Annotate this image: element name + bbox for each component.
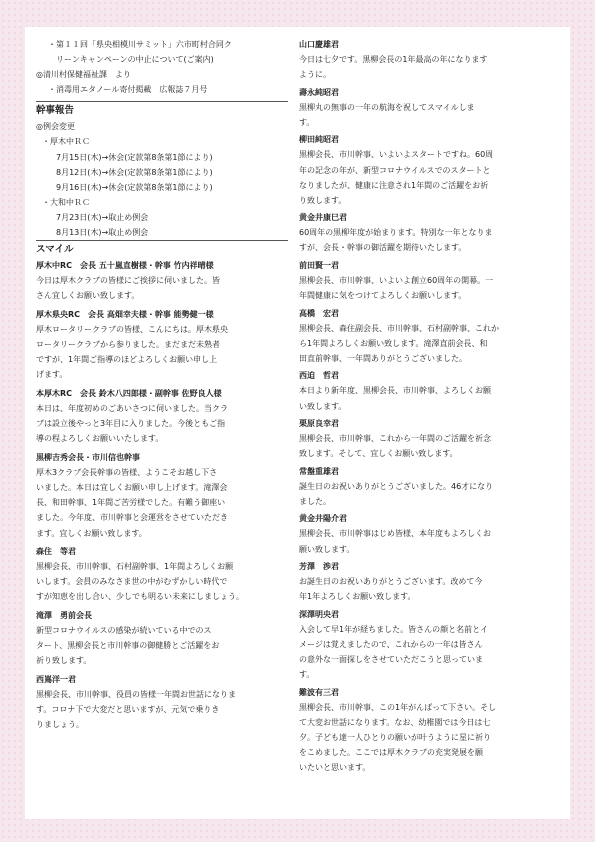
smile-entry-text: タート、黒柳会長と市川幹事の御健勝とご活躍をお bbox=[36, 641, 220, 651]
smile-entry bbox=[299, 368, 557, 413]
smile-entry bbox=[299, 210, 557, 255]
smile-entry-text: りましょう。 bbox=[36, 720, 84, 730]
smile-entry-text: 田直前幹事、一年間ありがとうございました。 bbox=[299, 353, 467, 363]
schedule-item: 8月13日(木)→取止め例会 bbox=[56, 228, 149, 238]
notice-line: リーンキャンペーンの中止について(ご案内) bbox=[56, 55, 214, 65]
smile-entry bbox=[36, 672, 288, 732]
smile-entry-text: 厚木ロータリークラブの皆様、こんにちは。厚木県央 bbox=[36, 325, 228, 335]
schedule-item: 7月23日(木)→取止め例会 bbox=[56, 212, 149, 222]
smile-entry-name: 森住 等君 bbox=[36, 547, 76, 557]
smile-entry bbox=[299, 132, 557, 207]
smile-entry bbox=[299, 258, 557, 303]
smile-entry-text: 黒柳会長、市川幹事、これから一年間のご活躍を祈念 bbox=[299, 434, 491, 444]
kanji-report-block bbox=[36, 119, 288, 240]
smile-entry bbox=[36, 608, 288, 668]
smile-entry-text: 年間健康に気をつけてよろしくお願いします。 bbox=[299, 291, 467, 301]
notice-block bbox=[36, 37, 288, 97]
smile-entry-text: 年の記念の年が、新型コロナウイルスでのスタートと bbox=[299, 165, 491, 175]
smile-entry-name: 厚木県央RC 会長 高畑幸夫様・幹事 能勢健一様 bbox=[36, 310, 214, 319]
smile-entry bbox=[299, 416, 557, 461]
smile-entry-text: 黒柳会長、市川幹事、いよいよスタートですね。60周 bbox=[299, 150, 494, 160]
smile-entry-text: ように。 bbox=[299, 70, 331, 80]
smile-list-left bbox=[36, 258, 288, 732]
smile-entry bbox=[299, 85, 557, 130]
smile-entry-text: いします。会員のみなさま世の中がむずかしい時代で bbox=[36, 577, 228, 587]
smile-entry bbox=[299, 464, 557, 509]
smile-entry-text: す。 bbox=[299, 670, 315, 680]
schedule-item: 9月16日(木)→休会(定款第8条第1節により) bbox=[56, 182, 213, 192]
schedule-item: 8月12日(木)→休会(定款第8条第1節により) bbox=[56, 167, 213, 177]
smile-entry-text: 黒柳会長、市川幹事、役員の皆様一年間お世話になりま bbox=[36, 690, 236, 700]
schedule-item: 7月15日(木)→休会(定款第8条第1節により) bbox=[56, 152, 213, 162]
notice-line: ・消毒用エタノール寄付掲載 広報誌７月号 bbox=[48, 85, 208, 95]
smile-entry-text: の意外な一面探しをさせていただこうと思っていま bbox=[299, 654, 483, 664]
smile-entry-text: ブは設立後やっと3年目に入りました。今後ともご指 bbox=[36, 419, 226, 429]
smile-entry bbox=[299, 607, 557, 682]
smile-entry bbox=[299, 37, 557, 82]
smile-entry-name: 常盤重雄君 bbox=[299, 466, 339, 476]
smile-entry bbox=[36, 450, 288, 541]
smile-entry-name: 滝澤 勇前会長 bbox=[36, 611, 92, 621]
smile-entry-text: ました。今年度、市川幹事と会運営をさせていただき bbox=[36, 513, 228, 523]
smile-entry-name: 黒柳吉秀会長・市川信也幹事 bbox=[36, 453, 140, 463]
smile-entry-text: さん宜しくお願い致します。 bbox=[36, 291, 140, 301]
smile-entry-name: 本厚木RC 会長 鈴木八四郎様・副幹事 佐野良人様 bbox=[36, 389, 222, 399]
smile-entry-text: ですが、1年間ご指導のほどよろしくお願い申し上 bbox=[36, 355, 218, 365]
notice-line: ◎清川村保健福祉課 より bbox=[36, 70, 131, 80]
smile-entry-text: ら1年間よろしくお願い致します。滝澤直前会長、和 bbox=[299, 338, 488, 348]
smile-entry-name: 深澤明央君 bbox=[299, 609, 339, 619]
smile-entry bbox=[36, 307, 288, 382]
smile-entry-text: 今日は厚木クラブの皆様にご挨拶に伺いました。皆 bbox=[36, 276, 220, 286]
newsletter-page bbox=[25, 27, 570, 819]
smile-entry-text: 60周年の黒柳年度が始まります。特別な一年となりま bbox=[299, 228, 493, 238]
smile-entry-text: す。コロナ下で大変だと思いますが、元気で乗りき bbox=[36, 705, 220, 715]
meeting-change-heading: ◎例会変更 bbox=[36, 122, 75, 132]
smile-entry-text: 致します。そして、宜しくお願い致します。 bbox=[299, 449, 458, 459]
smile-entry-text: 厚木3クラブ会長幹事の皆様、ようこそお越し下さ bbox=[36, 468, 218, 478]
smile-entry-text: げます。 bbox=[36, 370, 68, 380]
club-name: ・大和中ＲＣ bbox=[42, 197, 90, 207]
smile-entry-text: 入会して早1年が経ちました。皆さんの顔と名前とイ bbox=[299, 624, 489, 634]
smile-entry-text: す。 bbox=[299, 117, 315, 127]
smile-entry-text: いました。本日は宜しくお願い申し上げます。滝澤会 bbox=[36, 483, 228, 493]
smile-entry bbox=[299, 511, 557, 556]
smile-entry-text: すが知恵を出し合い、少しでも明るい未来にしましょう。 bbox=[36, 592, 244, 602]
smile-entry-text: 黒柳会長、森住副会長、市川幹事、石村副幹事、これか bbox=[299, 323, 499, 333]
smile-entry-name: 前田賢一君 bbox=[299, 260, 339, 270]
notice-line: ・第１１回「県央相模川サミット」六市町村合同ク bbox=[48, 40, 232, 49]
smile-entry bbox=[299, 685, 557, 776]
smile-entry-text: 祈り致します。 bbox=[36, 656, 92, 666]
smile-entry-text: ロータリークラブから参りました。まだまだ未熟者 bbox=[36, 340, 220, 350]
smile-entry-name: 厚木中RC 会長 五十嵐直樹様・幹事 竹内祥晴様 bbox=[36, 261, 214, 271]
smile-entry-name: 山口慶雄君 bbox=[299, 40, 339, 49]
smile-entry-text: ます。宜しくお願い致します。 bbox=[36, 528, 147, 538]
smile-entry-text: て大変お世話になります。なお、幼稚園では今日は七 bbox=[299, 717, 491, 727]
smile-entry-name: 柳田純昭君 bbox=[299, 135, 339, 145]
smile-entry-name: 西嶌洋一君 bbox=[36, 675, 76, 685]
smile-entry-text: すが、会長・幹事の御活躍を期待いたします。 bbox=[299, 243, 467, 253]
smile-entry-text: 今日は七夕です。黒柳会長の1年最高の年になります bbox=[299, 55, 488, 65]
smile-entry-text: 夕。子ども達一人ひとりの願いが叶うように星に祈り bbox=[299, 732, 491, 742]
smile-entry-text: いたいと思います。 bbox=[299, 763, 371, 772]
smile-entry-text: 長、和田幹事、1年間ご苦労様でした。有難う御座い bbox=[36, 498, 226, 508]
smile-entry-text: なりましたが、健康に注意され1年間のご活躍をお祈 bbox=[299, 180, 489, 190]
right-column bbox=[299, 37, 557, 777]
smile-entry bbox=[36, 386, 288, 446]
smile-entry-text: り致します。 bbox=[299, 195, 347, 205]
smile-entry-name: 難波有三君 bbox=[299, 687, 339, 697]
smile-entry-name: 壽永純昭君 bbox=[299, 87, 339, 97]
smile-entry-text: 黒柳会長、市川幹事、この1年がんばって下さい。そし bbox=[299, 702, 497, 712]
smile-entry-text: お誕生日のお祝いありがとうございます。改めて今 bbox=[299, 577, 483, 587]
smile-entry-text: 願い致します。 bbox=[299, 544, 355, 554]
smile-entry-name: 西迫 哲君 bbox=[299, 371, 339, 381]
smile-entry-text: い致します。 bbox=[299, 401, 347, 411]
smile-entry-text: 本日より新年度、黒柳会長、市川幹事、よろしくお願 bbox=[299, 386, 491, 396]
smile-entry-text: 黒柳丸の無事の一年の航海を祝してスマイルしま bbox=[299, 102, 475, 112]
smile-entry-text: メージは覚えましたので、これからの一年は皆さん bbox=[299, 639, 483, 649]
smile-list-right bbox=[299, 37, 557, 775]
smile-entry-text: 黒柳会長、市川幹事はじめ皆様、本年度もよろしくお bbox=[299, 529, 491, 539]
club-name: ・厚木中ＲＣ bbox=[42, 137, 90, 147]
smile-entry-name: 芳澤 渉君 bbox=[299, 562, 339, 571]
smile-entry-text: 黒柳会長、市川幹事、いよいよ創立60周年の開幕。一 bbox=[299, 275, 494, 285]
smile-entry-text: 導の程よろしくお願いいたします。 bbox=[36, 434, 164, 444]
left-column bbox=[36, 37, 288, 736]
smile-entry-text: 黒柳会長、市川幹事、石村副幹事、1年間よろしくお願 bbox=[36, 562, 234, 572]
smile-entry-text: をこめました。ここでは厚木クラブの充実発展を願 bbox=[299, 747, 483, 757]
smile-entry-name: 黄金井陽介君 bbox=[299, 514, 347, 524]
smile-entry-name: 黄金井康巳君 bbox=[299, 213, 347, 223]
kanji-report-heading: 幹事報告 bbox=[36, 101, 288, 118]
smile-entry-text: ました。 bbox=[299, 496, 331, 506]
smile-entry-name: 栗原良幸君 bbox=[299, 418, 339, 428]
smile-entry-name: 高橋 宏君 bbox=[299, 308, 339, 318]
smile-entry-text: 本日は、年度初めのごあいさつに伺いました。当クラ bbox=[36, 404, 228, 414]
smile-entry bbox=[299, 306, 557, 366]
smile-entry bbox=[36, 544, 288, 604]
smile-heading: スマイル bbox=[36, 240, 288, 257]
smile-entry-text: 新型コロナウイルスの感染が続いている中でのス bbox=[36, 626, 212, 636]
smile-entry bbox=[299, 559, 557, 604]
smile-entry-text: 誕生日のお祝いありがとうございました。46才になり bbox=[299, 481, 494, 491]
smile-entry bbox=[36, 258, 288, 303]
smile-entry-text: 年1年よろしくお願い致します。 bbox=[299, 592, 416, 602]
